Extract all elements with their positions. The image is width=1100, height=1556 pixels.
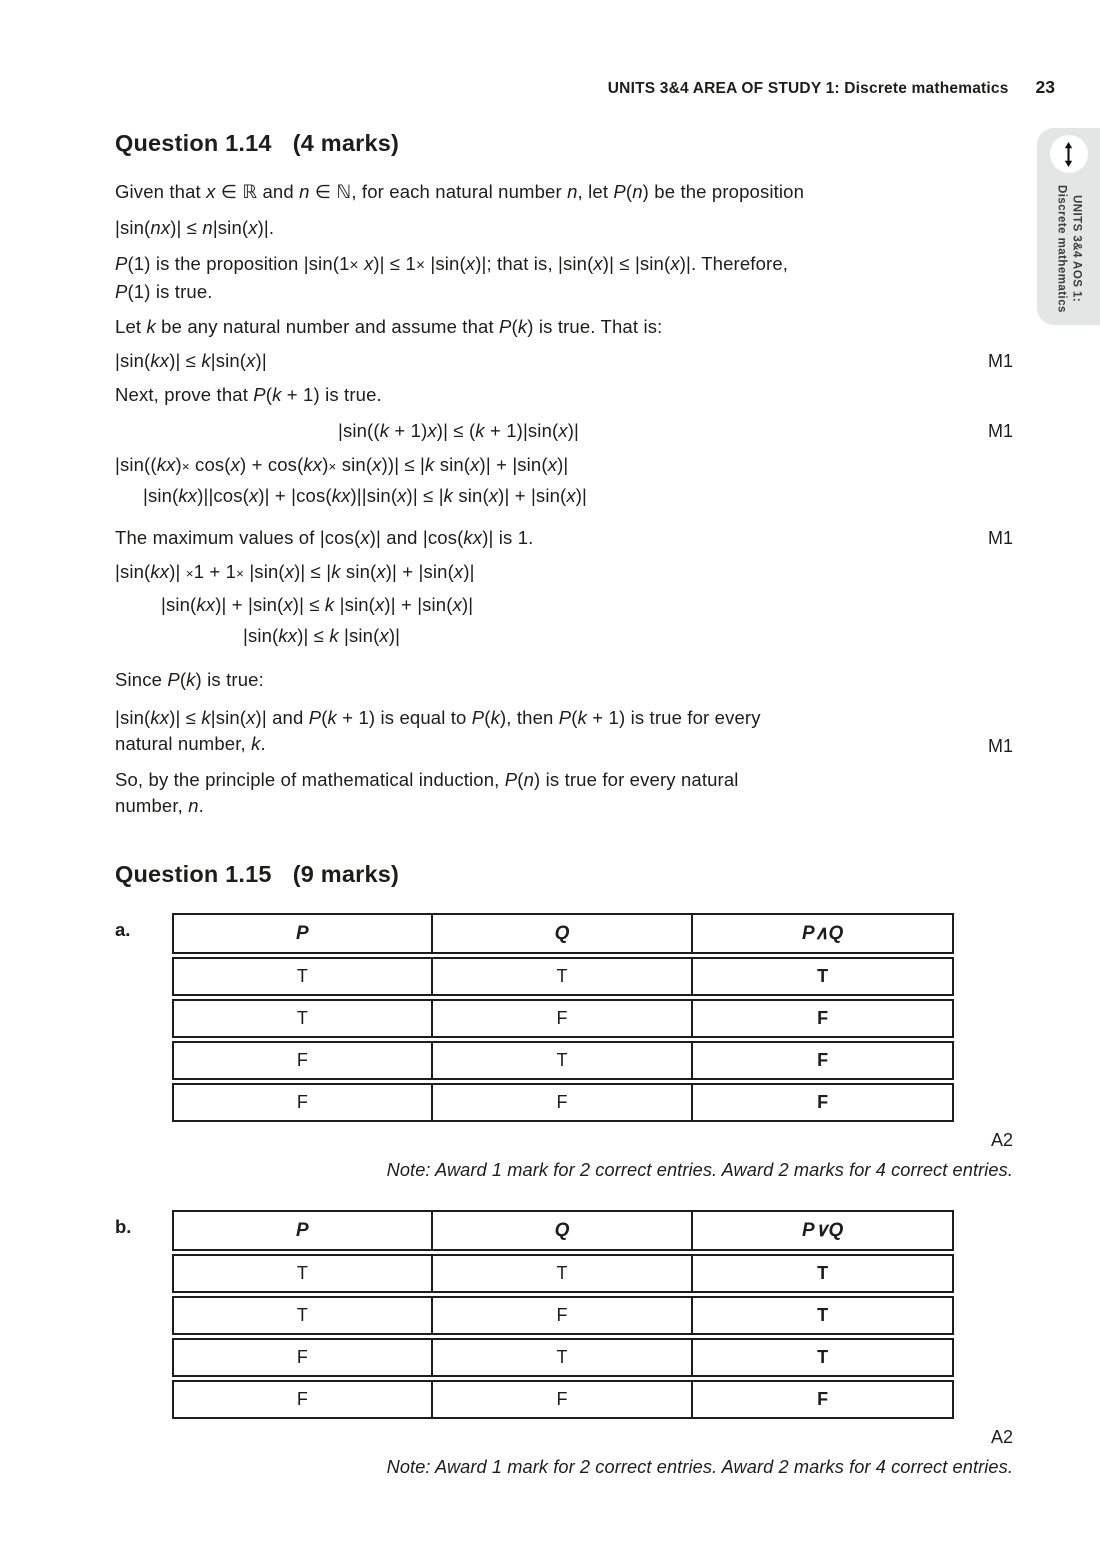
column-header: Q (433, 913, 694, 954)
part-label: a. (115, 919, 131, 940)
table-cell: T (693, 1296, 954, 1335)
table-cell: T (693, 957, 954, 996)
equation: |sin((kx)× cos(x) + cos(kx)× sin(x))| ≤ |k sin(x)| + |sin(x)| (115, 454, 569, 475)
mark-m1: M1 (987, 736, 1013, 756)
marking-note: Note: Award 1 mark for 2 correct entries. Award 2 marks for 4 correct entries. (386, 1160, 1013, 1180)
paragraph: natural number, k. (115, 733, 266, 754)
running-head-title: UNITS 3&4 AREA OF STUDY 1: Discrete mathematics (607, 80, 1009, 97)
question-number: Question 1.15 (115, 861, 272, 887)
marks-label: (9 marks) (292, 861, 400, 887)
equation: |sin(kx)| ×1 + 1× |sin(x)| ≤ |k sin(x)| + |sin(x)| (115, 561, 475, 582)
table-cell: T (433, 1254, 694, 1293)
paragraph: The maximum values of |cos(x)| and |cos(kx)| is 1. (115, 527, 534, 548)
table-cell: T (693, 1254, 954, 1293)
part-b (115, 1207, 1013, 1478)
equation: |sin(kx)| ≤ k|sin(x)| (115, 350, 267, 371)
mark-a2: A2 (990, 1427, 1013, 1447)
paragraph: P(1) is true. (115, 281, 213, 302)
table-row (172, 1083, 954, 1122)
equation-row (115, 418, 1013, 444)
paragraph: So, by the principle of mathematical induction, P(n) is true for every natural (115, 769, 739, 790)
part-body (172, 910, 1013, 1181)
table-cell: F (433, 1296, 694, 1335)
paragraph: Since P(k) is true: (115, 669, 264, 690)
marking-note: Note: Award 1 mark for 2 correct entries. Award 2 marks for 4 correct entries. (386, 1457, 1013, 1477)
question-number: Question 1.14 (115, 130, 272, 156)
aos-side-tab (1037, 128, 1100, 325)
question-1-14-title (115, 130, 1013, 157)
equation-row (115, 348, 1013, 374)
mark-m1: M1 (987, 528, 1013, 548)
table-cell: T (433, 957, 694, 996)
table-row (172, 1254, 954, 1293)
page-number: 23 (1035, 77, 1055, 97)
part-label: b. (115, 1216, 132, 1237)
paragraph: |sin(kx)| ≤ k|sin(x)| and P(k + 1) is equal to P(k), then P(k + 1) is true for every (115, 707, 761, 728)
column-header: Q (433, 1210, 694, 1251)
marks-label: (4 marks) (292, 130, 400, 156)
tab-label-line2: Discrete mathematics (1055, 185, 1068, 313)
table-header-row (172, 913, 954, 954)
paragraph: Let k be any natural number and assume that P(k) is true. That is: (115, 316, 663, 337)
table-cell: F (172, 1380, 433, 1419)
paragraph: number, n. (115, 795, 204, 816)
paragraph: Given that x ∈ ℝ and n ∈ ℕ, for each natural number n, let P(n) be the proposition (115, 181, 805, 202)
table-row (172, 1041, 954, 1080)
table-row (172, 1296, 954, 1335)
column-header: P∧Q (693, 913, 954, 954)
tab-label (1054, 178, 1084, 320)
tab-label-line1: UNITS 3&4 AOS 1: (1070, 195, 1083, 303)
mark-m1: M1 (987, 421, 1013, 441)
table-cell: T (433, 1041, 694, 1080)
truth-table-b (172, 1207, 954, 1422)
table-cell: T (172, 957, 433, 996)
equation: |sin(nx)| ≤ n|sin(x)|. (115, 217, 275, 238)
tab-circle (1050, 135, 1088, 173)
up-down-arrow-icon (1062, 141, 1075, 168)
column-header: P (172, 1210, 433, 1251)
table-cell: F (693, 999, 954, 1038)
table-row (172, 1338, 954, 1377)
equation: |sin(kx)| + |sin(x)| ≤ k |sin(x)| + |sin(x)| (161, 594, 474, 615)
table-cell: T (172, 1254, 433, 1293)
table-row (172, 1380, 954, 1419)
equation: |sin((k + 1)x)| ≤ (k + 1)|sin(x)| (338, 420, 580, 441)
table-cell: F (693, 1041, 954, 1080)
table-cell: T (693, 1338, 954, 1377)
table-cell: F (172, 1041, 433, 1080)
table-header-row (172, 1210, 954, 1251)
table-cell: F (693, 1083, 954, 1122)
table-cell: F (172, 1083, 433, 1122)
table-cell: T (172, 1296, 433, 1335)
table-row (172, 957, 954, 996)
page-content (115, 130, 1013, 1478)
table-cell: F (433, 1083, 694, 1122)
question-1-15-title (115, 861, 1013, 888)
paragraph: Next, prove that P(k + 1) is true. (115, 384, 382, 405)
part-body (172, 1207, 1013, 1478)
running-head (608, 77, 1055, 98)
truth-table-a (172, 910, 954, 1125)
table-cell: F (433, 999, 694, 1038)
table-row (172, 999, 954, 1038)
column-header: P (172, 913, 433, 954)
column-header: P∨Q (693, 1210, 954, 1251)
equation: |sin(kx)| ≤ k |sin(x)| (243, 625, 401, 646)
part-a (115, 910, 1013, 1181)
table-cell: F (172, 1338, 433, 1377)
table-cell: F (433, 1380, 694, 1419)
mark-m1: M1 (987, 351, 1013, 371)
table-cell: T (172, 999, 433, 1038)
conclusion-block (115, 705, 1013, 757)
table-cell: F (693, 1380, 954, 1419)
equation: |sin(kx)||cos(x)| + |cos(kx)||sin(x)| ≤ |k sin(x)| + |sin(x)| (143, 485, 588, 506)
statement-row (115, 525, 1013, 551)
table-cell: T (433, 1338, 694, 1377)
paragraph: P(1) is the proposition |sin(1× x)| ≤ 1× |sin(x)|; that is, |sin(x)| ≤ |sin(x)|. Therefore, (115, 253, 789, 274)
mark-a2: A2 (990, 1130, 1013, 1150)
